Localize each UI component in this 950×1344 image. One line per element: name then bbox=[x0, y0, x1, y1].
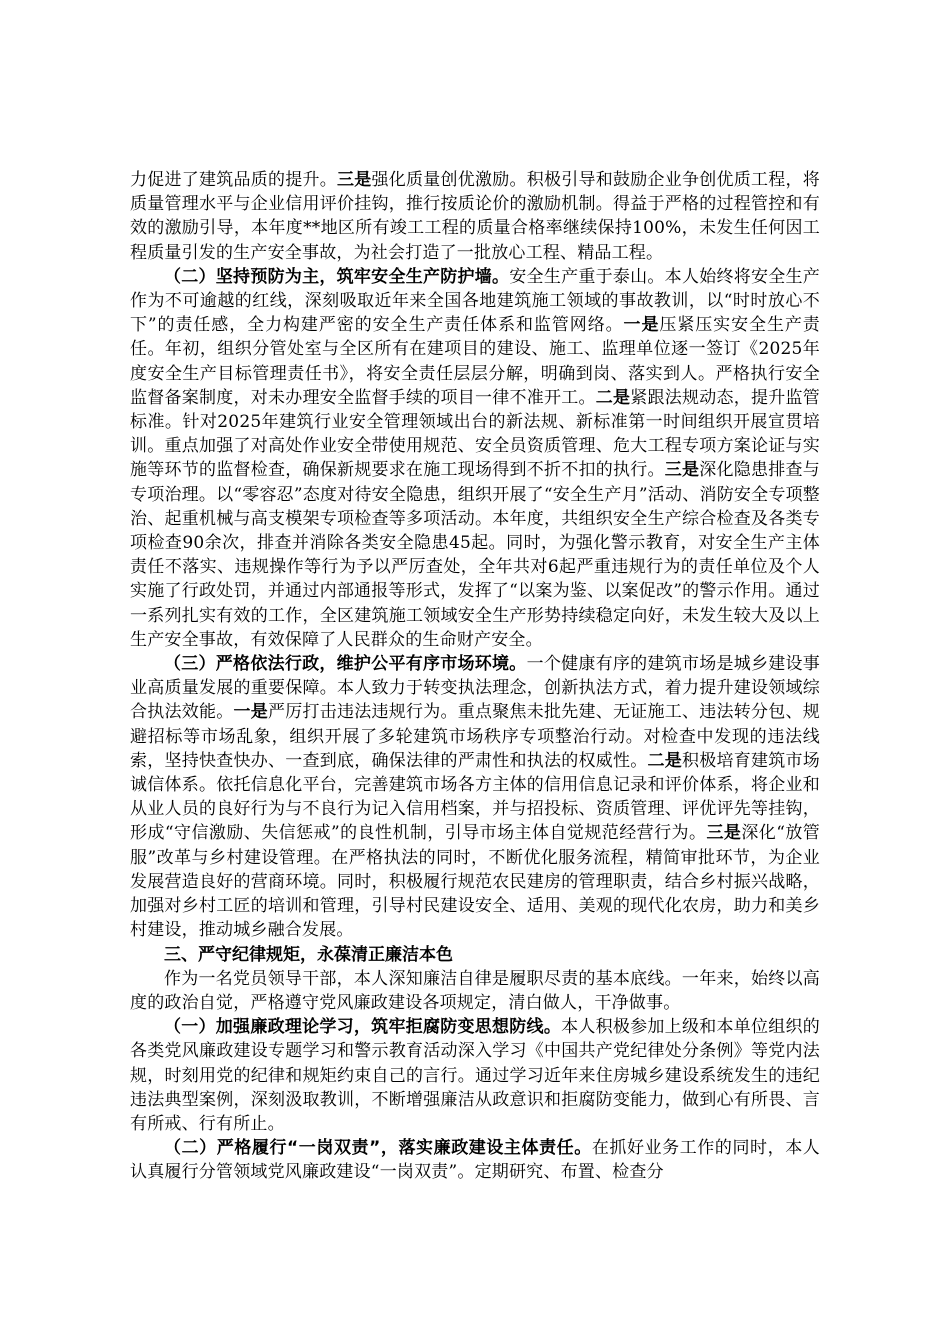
text-run: 安全生产重于泰山。本人始终将安全生产作为不可逾越的红线，深刻吸取近年来全国各地建筑施工领域的事故教训，以“时时放心不下”的责任感，全力构建严密的安全生产责任体系和监管网络。 bbox=[130, 266, 820, 336]
text-run: 紧跟法规动态，提升监管标准。针对2025年建筑行业安全管理领域出台的新法规、新标准第一时间组织开展宣贯培训。重点加强了对高处作业安全带使用规范、安全员资质管理、危大工程专项方案论证与实施等环节的监督检查，确保新规要求在施工现场得到不折不扣的执行。 bbox=[130, 387, 821, 481]
bold-run: 二是 bbox=[647, 750, 683, 771]
paragraph-law-enforcement bbox=[130, 652, 820, 942]
paragraph-safety-production bbox=[130, 265, 820, 652]
paragraph-integrity-study bbox=[130, 1015, 820, 1136]
paragraph-quality-incentive bbox=[130, 168, 820, 265]
bold-run: 一是 bbox=[233, 702, 269, 723]
bold-run: （二）严格履行“一岗双责”，落实廉政建设主体责任。 bbox=[164, 1138, 592, 1159]
text-run: 积极培育建筑市场诚信体系。依托信息化平台，完善建筑市场各方主体的信用信息记录和评价体系，将企业和从业人员的良好行为与不良行为记入信用档案，并与招投标、资质管理、评优评先等挂钩，形成“守信激励、失信惩戒”的良性机制，引导市场主体自觉规范经营行为。 bbox=[130, 750, 821, 844]
document-page bbox=[130, 168, 820, 1185]
section-heading-discipline bbox=[130, 943, 820, 967]
bold-run: （一）加强廉政理论学习，筑牢拒腐防变思想防线。 bbox=[164, 1017, 562, 1038]
bold-run: 三是 bbox=[664, 460, 700, 481]
bold-run: （三）严格依法行政，维护公平有序市场环境。 bbox=[164, 654, 527, 675]
bold-run: 一是 bbox=[623, 315, 660, 336]
text-run: 本人积极参加上级和本单位组织的各类党风廉政建设专题学习和警示教育活动深入学习《中国共产党纪律处分条例》等党内法规，时刻用党的纪律和规矩约束自己的言行。通过学习近年来住房城乡建设系统发生的违纪违法典型案例，深刻汲取教训，不断增强廉洁从政意识和拒腐防变能力，做到心有所畏、言有所戒、行有所止。 bbox=[130, 1017, 820, 1134]
bold-run: 二是 bbox=[595, 387, 631, 408]
text-run: 在抓好业务工作的同时，本人认真履行分管领域党风廉政建设“一岗双责”。定期研究、布置、检查分 bbox=[130, 1138, 820, 1183]
paragraph-dual-responsibility bbox=[130, 1136, 820, 1184]
bold-run: 三、严守纪律规矩，永葆清正廉洁本色 bbox=[164, 944, 453, 965]
bold-run: 三是 bbox=[706, 823, 742, 844]
text-run: 力促进了建筑品质的提升。 bbox=[130, 170, 338, 190]
text-run: 深化“放管服”改革与乡村建设管理。在严格执法的同时，不断优化服务流程，精简审批环节，为企业发展营造良好的营商环境。同时，积极履行规范农民建房的管理职责，结合乡村振兴战略，加强对乡村工匠的培训和管理，引导村民建设安全、适用、美观的现代化农房，助力和美乡村建设，推动城乡融合发展。 bbox=[130, 823, 820, 941]
text-run: 严厉打击违法违规行为。重点聚焦未批先建、无证施工、违法转分包、规避招标等市场乱象，组织开展了多轮建筑市场秩序专项整治行动。对检查中发现的违法线索，坚持快查快办、一查到底，确保法律的严肃性和执法的权威性。 bbox=[130, 702, 821, 771]
text-run: 压紧压实安全生产责任。年初，组织分管处室与全区所有在建项目的建设、施工、监理单位逐一签订《2025年度安全生产目标管理责任书》，将安全责任层层分解，明确到岗、落实到人。严格执行安全监督备案制度，对未办理安全监督手续的项目一律不准开工。 bbox=[130, 315, 820, 408]
text-run: 深化隐患排查与专项治理。以“零容忍”态度对待安全隐患，组织开展了“安全生产月”活动、消防安全专项整治、起重机械与高支模架专项检查等多项活动。本年度，共组织安全生产综合检查及各类专项检查90余次，排查并消除各类安全隐患45起。同时，为强化警示教育，对安全生产主体责任不落实、违规操作等行为予以严厉查处，全年共对6起严重违规行为的责任单位及个人实施了行政处罚，并通过内部通报等形式，发挥了“以案为鉴、以案促改”的警示作用。通过一系列扎实有效的工作，全区建筑施工领域安全生产形势持续稳定向好，未发生较大及以上生产安全事故，有效保障了人民群众的生命财产安全。 bbox=[130, 460, 821, 650]
bold-run: 三是 bbox=[337, 170, 372, 190]
bold-run: （二）坚持预防为主，筑牢安全生产防护墙。 bbox=[164, 266, 510, 287]
text-run: 强化质量创优激励。积极引导和鼓励企业争创优质工程，将质量管理水平与企业信用评价挂钩，推行按质论价的激励机制。得益于严格的过程管控和有效的激励引导，本年度**地区所有竣工工程的质量合格率继续保持100%，未发生任何因工程质量引发的生产安全事故，为社会打造了一批放心工程、精品工程。 bbox=[130, 170, 821, 263]
text-run: 一个健康有序的建筑市场是城乡建设事业高质量发展的重要保障。本人致力于转变执法理念，创新执法方式，着力提升建设领域综合执法效能。 bbox=[130, 654, 820, 723]
paragraph-discipline-intro bbox=[130, 967, 820, 1015]
text-run: 作为一名党员领导干部，本人深知廉洁自律是履职尽责的基本底线。一年来，始终以高度的政治自觉，严格遵守党风廉政建设各项规定，清白做人，干净做事。 bbox=[130, 968, 820, 1013]
